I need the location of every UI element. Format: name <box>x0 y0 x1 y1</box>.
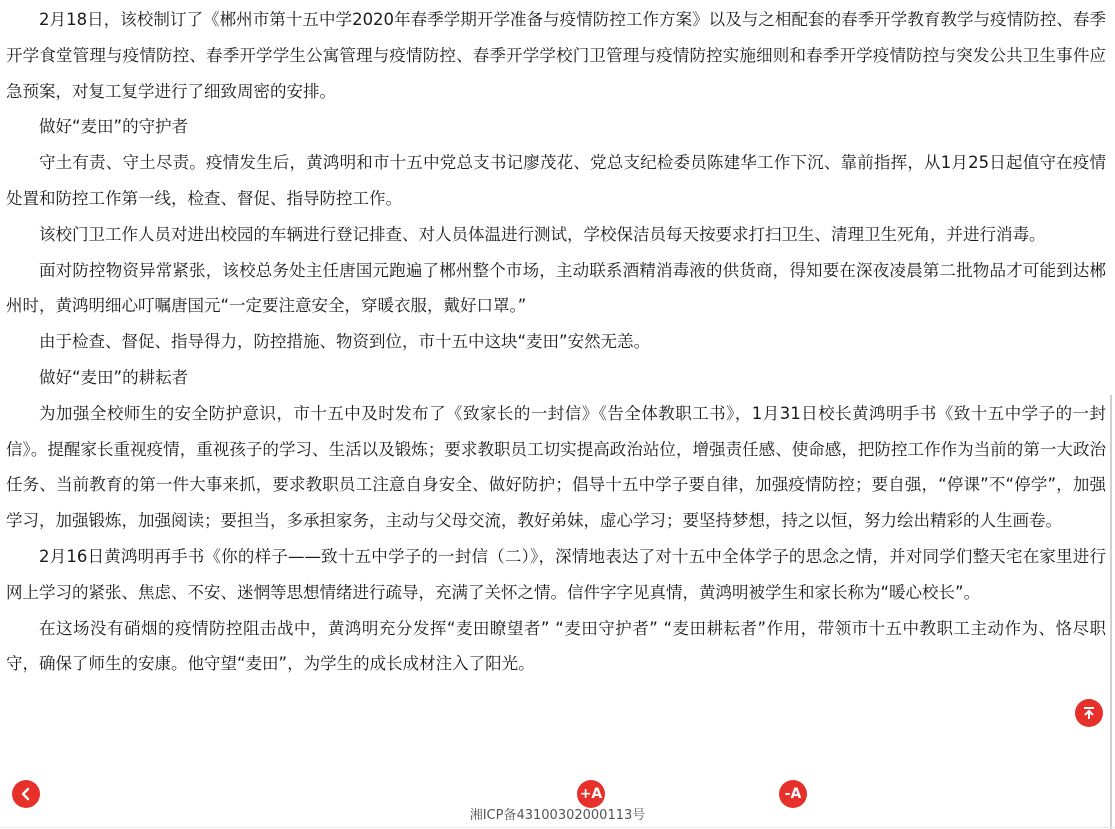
footer-divider <box>0 827 1115 828</box>
chevron-left-icon <box>19 787 33 801</box>
back-button[interactable] <box>12 780 40 808</box>
paragraph: 由于检查、督促、指导得力，防控措施、物资到位，市十五中这块“麦田”安然无恙。 <box>39 332 651 352</box>
icp-footer[interactable]: 湘ICP备43100302000113号 <box>469 808 646 823</box>
paragraph: 该校门卫工作人员对进出校园的车辆进行登记排查、对人员体温进行测试，学校保洁员每天按要求打扫卫生、清理卫生死角，并进行消毒。 <box>39 224 1046 244</box>
article-body <box>6 2 1106 682</box>
paragraph: 为加强全校师生的安全防护意识，市十五中及时发布了《致家长的一封信》《告全体教职工书》，1月31日校长黄鸿明手书《致十五中学子的一封信》。提醒家长重视疫情，重视孩子的学习、生活以及锻炼；要求教职员工切实提高政治站位，增强责任感、使命感，把防控工作作为当前的第一大政治任务、当前教育的第一件大事来抓，要求教职员工注意自身安全、做好防护；倡导十五中学子要自律，加强疫情防控；要自强，“停课”不“停学”，加强学习，加强锻炼，加强阅读；要担当，多承担家务，主动与父母交流，教好弟妹，虚心学习；要坚持梦想，持之以恒，努力绘出精彩的人生画卷。 <box>6 403 1106 531</box>
section-heading: 做好“麦田”的耕耘者 <box>39 367 189 387</box>
paragraph: 2月18日，该校制订了《郴州市第十五中学2020年春季学期开学准备与疫情防控工作方案》以及与之相配套的春季开学教育教学与疫情防控、春季开学食堂管理与疫情防控、春季开学学生公寓管理与疫情防控、春季开学学校门卫管理与疫情防控实施细则和春季开学疫情防控与突发公共卫生事件应急预案，对复工复学进行了细致周密的安排。 <box>6 10 1106 101</box>
arrow-up-icon <box>1082 706 1096 720</box>
section-heading: 做好“麦田”的守护者 <box>39 117 189 137</box>
paragraph: 面对防控物资异常紧张，该校总务处主任唐国元跑遍了郴州整个市场，主动联系酒精消毒液的供货商，得知要在深夜凌晨第二批物品才可能到达郴州时，黄鸿明细心叮嘱唐国元“一定要注意安全，穿暖衣服，戴好口罩。” <box>6 260 1106 316</box>
paragraph: 守土有责、守土尽责。疫情发生后，黄鸿明和市十五中党总支书记廖茂花、党总支纪检委员陈建华工作下沉、靠前指挥，从1月25日起值守在疫情处置和防控工作第一线，检查、督促、指导防控工作。 <box>6 153 1106 208</box>
font-decrease-button[interactable]: -A <box>779 780 807 808</box>
scrollbar-track[interactable] <box>1110 395 1112 829</box>
font-increase-button[interactable]: +A <box>577 780 605 808</box>
paragraph: 在这场没有硝烟的疫情防控阻击战中，黄鸿明充分发挥“麦田瞭望者” “麦田守护者” “麦田耕耘者”作用，带领市十五中教职工主动作为、恪尽职守，确保了师生的安康。他守望“麦田”，为学生的成长成材注入了阳光。 <box>6 618 1106 674</box>
back-to-top-button[interactable] <box>1075 699 1103 727</box>
paragraph: 2月16日黄鸿明再手书《你的样子——致十五中学子的一封信（二）》，深情地表达了对十五中全体学子的思念之情，并对同学们整天宅在家里进行网上学习的紧张、焦虑、不安、迷惘等思想情绪进行疏导，充满了关怀之情。信件字字见真情，黄鸿明被学生和家长称为“暖心校长”。 <box>6 546 1106 602</box>
